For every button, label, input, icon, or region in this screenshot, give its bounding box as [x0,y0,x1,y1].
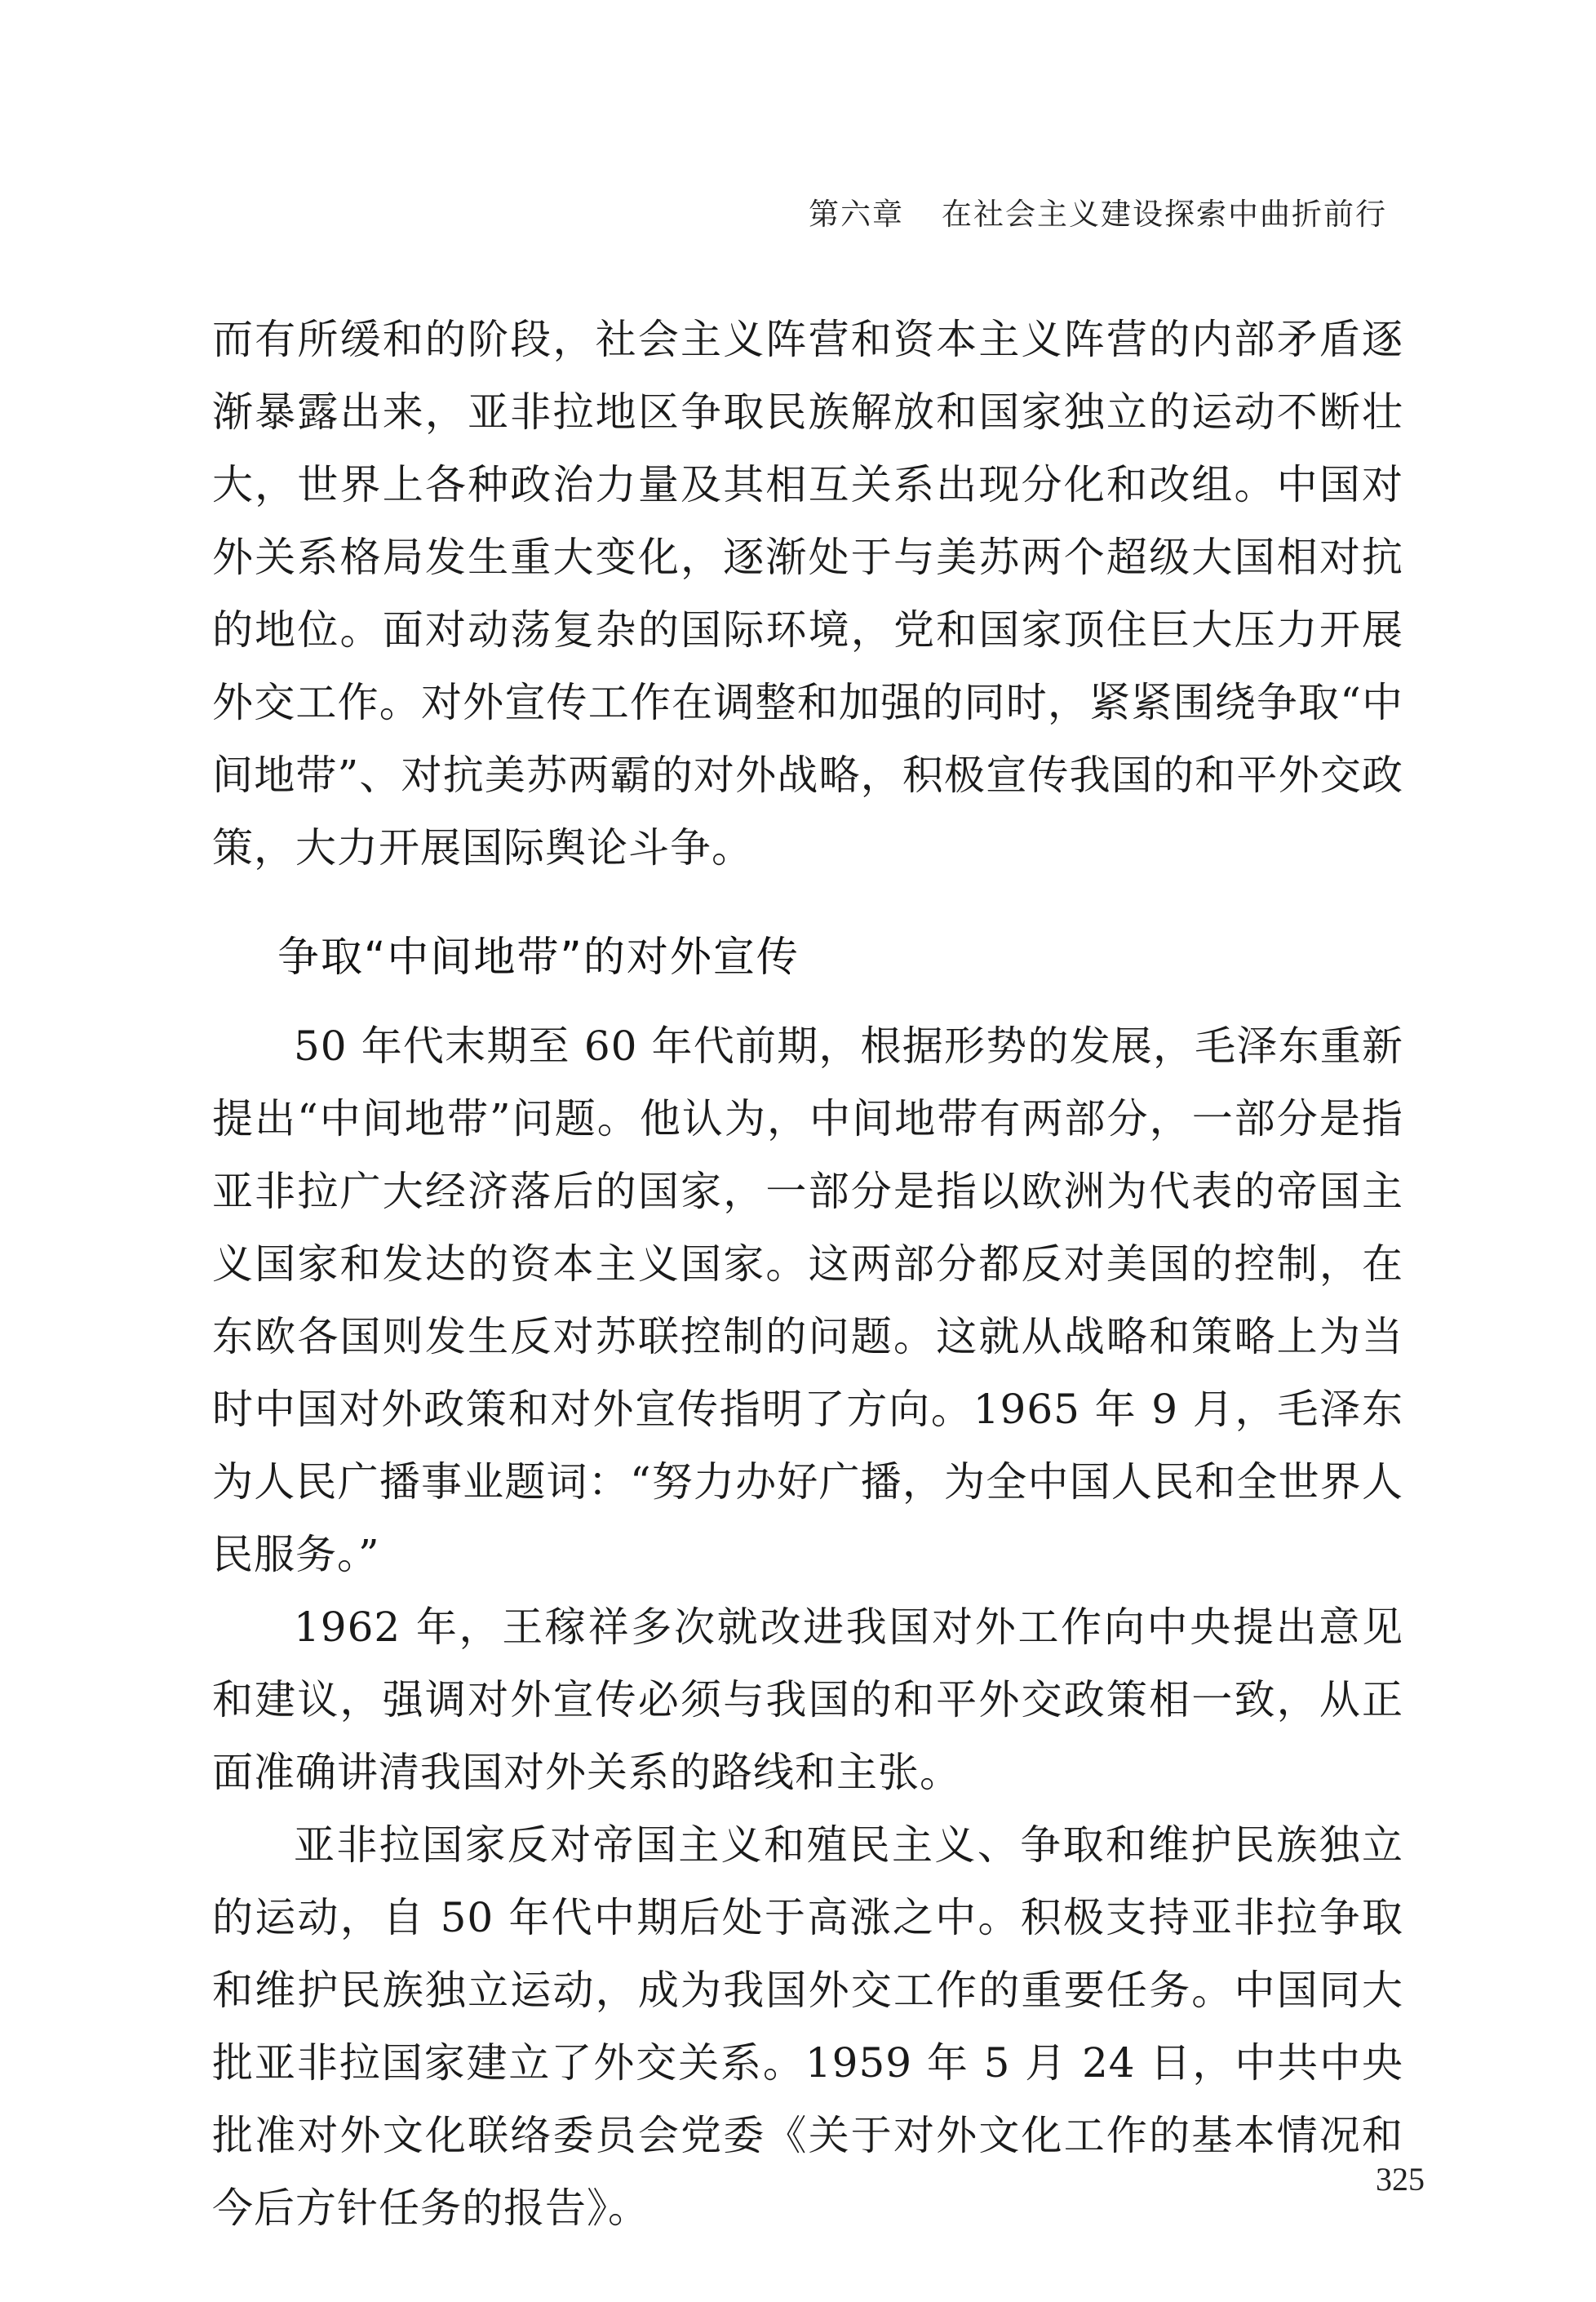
paragraph-asia-africa-latin-america: 亚非拉国家反对帝国主义和殖民主义、争取和维护民族独立的运动，自 50 年代中期后处于高涨之中。积极支持亚非拉争取和维护民族独立运动，成为我国外交工作的重要任务。中国同大批亚非拉国家建立了外交关系。1959 年 5 月 24 日，中共中央批准对外文化联络委员会党委《关于对外文化工作的基本情况和今后方针任务的报告》。 [212,1821,1403,2232]
page-number: 325 [1376,2161,1425,2198]
chapter-label: 第六章 [809,197,904,232]
body-text [212,304,1403,2245]
section-heading: 争取“中间地带”的对外宣传 [277,934,800,982]
running-header [809,189,1387,233]
paragraph-continued: 而有所缓和的阶段，社会主义阵营和资本主义阵营的内部矛盾逐渐暴露出来，亚非拉地区争取民族解放和国家独立的运动不断壮大，世界上各种政治力量及其相互关系出现分化和改组。中国对外关系格局发生重大变化，逐渐处于与美苏两个超级大国相对抗的地位。面对动荡复杂的国际环境，党和国家顶住巨大压力开展外交工作。对外宣传工作在调整和加强的同时，紧紧围绕争取“中间地带”、对抗美苏两霸的对外战略，积极宣传我国的和平外交政策，大力开展国际舆论斗争。 [212,316,1403,872]
chapter-title: 在社会主义建设探索中曲折前行 [942,197,1387,232]
paragraph-wang-jiaxiang: 1962 年，王稼祥多次就改进我国对外工作向中央提出意见和建议，强调对外宣传必须与我国的和平外交政策相一致，从正面准确讲清我国对外关系的路线和主张。 [212,1603,1403,1796]
paragraph-intermediate-zone: 50 年代末期至 60 年代前期，根据形势的发展，毛泽东重新提出“中间地带”问题。他认为，中间地带有两部分，一部分是指亚非拉广大经济落后的国家，一部分是指以欧洲为代表的帝国主义国家和发达的资本主义国家。这两部分都反对美国的控制，在东欧各国则发生反对苏联控制的问题。这就从战略和策略上为当时中国对外政策和对外宣传指明了方向。1965 年 9 月，毛泽东为人民广播事业题词：“努力办好广播，为全中国人民和全世界人民服务。” [212,1022,1403,1578]
